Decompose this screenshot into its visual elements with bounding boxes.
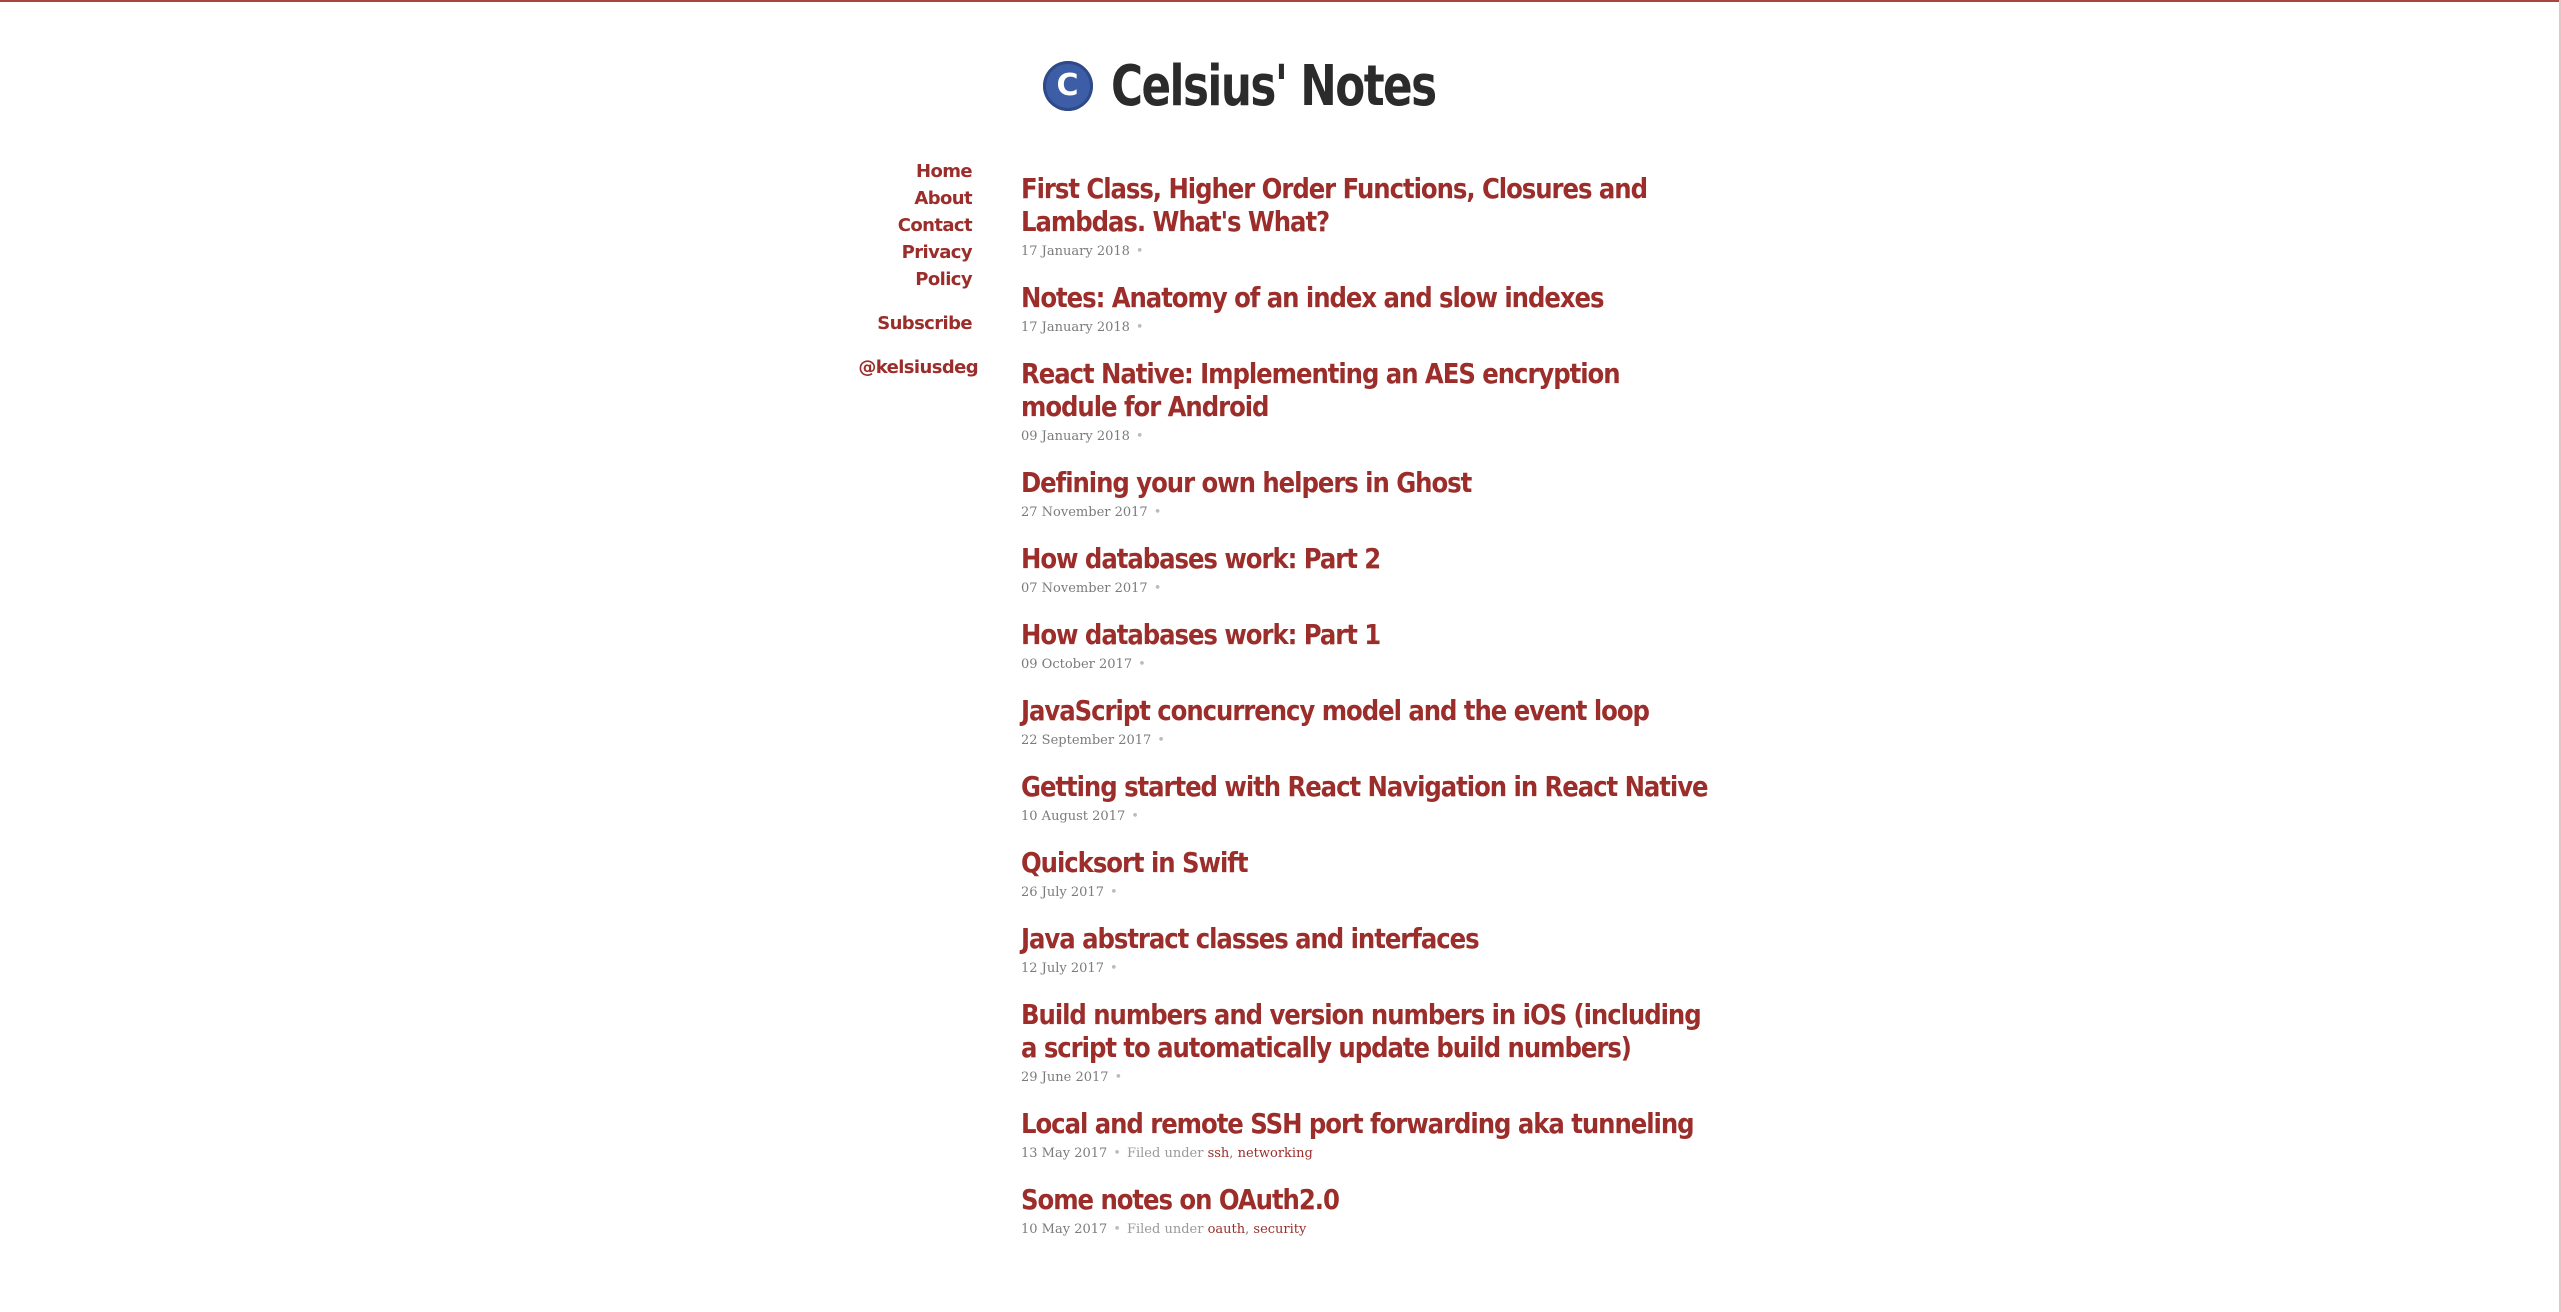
filed-under-label: Filed under xyxy=(1126,1146,1204,1161)
post-date: 17 January 2018 xyxy=(1021,244,1130,259)
post-title-link[interactable]: How databases work: Part 2 xyxy=(1021,542,1381,575)
meta-separator: • xyxy=(1135,244,1144,259)
meta-separator: • xyxy=(1135,429,1144,444)
post-meta xyxy=(1021,243,1721,261)
post-title-link[interactable]: Local and remote SSH port forwarding aka tunneling xyxy=(1021,1107,1694,1140)
post-date: 13 May 2017 xyxy=(1021,1146,1108,1161)
post-meta xyxy=(1021,1221,1721,1239)
post-item xyxy=(1021,694,1721,750)
post-title-link[interactable]: Getting started with React Navigation in React Native xyxy=(1021,770,1708,803)
site-title[interactable]: Celsius' Notes xyxy=(1110,53,1436,119)
post-date: 22 September 2017 xyxy=(1021,733,1152,748)
post-date: 27 November 2017 xyxy=(1021,505,1148,520)
post-title-link[interactable]: Defining your own helpers in Ghost xyxy=(1021,466,1472,499)
post-item xyxy=(1021,770,1721,826)
post-item xyxy=(1021,172,1721,261)
post-title-link[interactable]: First Class, Higher Order Functions, Closures and Lambdas. What's What? xyxy=(1021,172,1647,238)
nav-privacy-link[interactable]: Privacy xyxy=(901,242,972,263)
post-meta xyxy=(1021,580,1721,598)
post-meta xyxy=(1021,1145,1721,1163)
tag-link-networking[interactable]: networking xyxy=(1237,1146,1313,1161)
post-date: 07 November 2017 xyxy=(1021,581,1148,596)
meta-separator: • xyxy=(1114,1070,1123,1085)
top-border xyxy=(0,0,2561,2)
site-logo[interactable] xyxy=(1043,61,1093,111)
post-date: 12 July 2017 xyxy=(1021,961,1104,976)
meta-separator: • xyxy=(1135,320,1144,335)
meta-separator: • xyxy=(1138,657,1146,672)
post-date: 10 May 2017 xyxy=(1021,1222,1108,1237)
post-meta xyxy=(1021,884,1721,902)
meta-separator: • xyxy=(1153,505,1162,520)
meta-separator: • xyxy=(1153,581,1162,596)
post-item xyxy=(1021,922,1721,978)
post-meta xyxy=(1021,808,1721,826)
site-logo-letter: C xyxy=(1056,68,1079,103)
tag-separator: , xyxy=(1245,1222,1250,1237)
post-item xyxy=(1021,281,1721,337)
post-meta xyxy=(1021,319,1721,337)
nav-twitter-link[interactable]: @kelsiusdeg xyxy=(858,357,978,378)
post-date: 10 August 2017 xyxy=(1021,809,1126,824)
post-meta xyxy=(1021,732,1721,750)
post-date: 26 July 2017 xyxy=(1021,885,1104,900)
post-meta xyxy=(1021,428,1721,446)
meta-separator: • xyxy=(1157,733,1165,748)
sidebar-nav xyxy=(820,158,978,381)
post-item xyxy=(1021,846,1721,902)
post-title-link[interactable]: Notes: Anatomy of an index and slow indexes xyxy=(1021,281,1604,314)
post-date: 09 October 2017 xyxy=(1021,657,1133,672)
nav-home-link[interactable]: Home xyxy=(916,161,972,182)
nav-policy-link[interactable]: Policy xyxy=(915,269,972,290)
post-item xyxy=(1021,618,1721,674)
meta-separator: • xyxy=(1109,885,1118,900)
post-item xyxy=(1021,466,1721,522)
tag-link-security[interactable]: security xyxy=(1253,1222,1307,1237)
meta-separator: • xyxy=(1113,1222,1121,1237)
nav-subscribe-link[interactable]: Subscribe xyxy=(877,313,972,334)
post-title-link[interactable]: JavaScript concurrency model and the event loop xyxy=(1021,694,1649,727)
post-item xyxy=(1021,357,1721,446)
tag-link-ssh[interactable]: ssh xyxy=(1207,1146,1230,1161)
post-date: 17 January 2018 xyxy=(1021,320,1130,335)
nav-contact-link[interactable]: Contact xyxy=(897,215,972,236)
post-title-link[interactable]: Java abstract classes and interfaces xyxy=(1021,922,1479,955)
post-item xyxy=(1021,542,1721,598)
nav-about-link[interactable]: About xyxy=(914,188,972,209)
tag-link-oauth[interactable]: oauth xyxy=(1207,1222,1246,1237)
post-title-link[interactable]: Quicksort in Swift xyxy=(1021,846,1248,879)
meta-separator: • xyxy=(1113,1146,1121,1161)
filed-under-label: Filed under xyxy=(1126,1222,1204,1237)
post-title-link[interactable]: Some notes on OAuth2.0 xyxy=(1021,1183,1339,1216)
meta-separator: • xyxy=(1131,809,1139,824)
post-meta xyxy=(1021,504,1721,522)
post-date: 09 January 2018 xyxy=(1021,429,1130,444)
post-date: 29 June 2017 xyxy=(1021,1070,1109,1085)
tag-separator: , xyxy=(1229,1146,1234,1161)
post-title-link[interactable]: React Native: Implementing an AES encryption module for Android xyxy=(1021,357,1620,423)
post-meta xyxy=(1021,656,1721,674)
post-item xyxy=(1021,998,1721,1087)
post-item xyxy=(1021,1107,1721,1163)
post-meta xyxy=(1021,1069,1721,1087)
post-meta xyxy=(1021,960,1721,978)
post-title-link[interactable]: How databases work: Part 1 xyxy=(1021,618,1381,651)
post-title-link[interactable]: Build numbers and version numbers in iOS (including a script to automatically update build numbers) xyxy=(1021,998,1701,1064)
post-item xyxy=(1021,1183,1721,1239)
site-header xyxy=(0,50,2561,122)
meta-separator: • xyxy=(1109,961,1118,976)
post-list xyxy=(1021,172,1721,1259)
